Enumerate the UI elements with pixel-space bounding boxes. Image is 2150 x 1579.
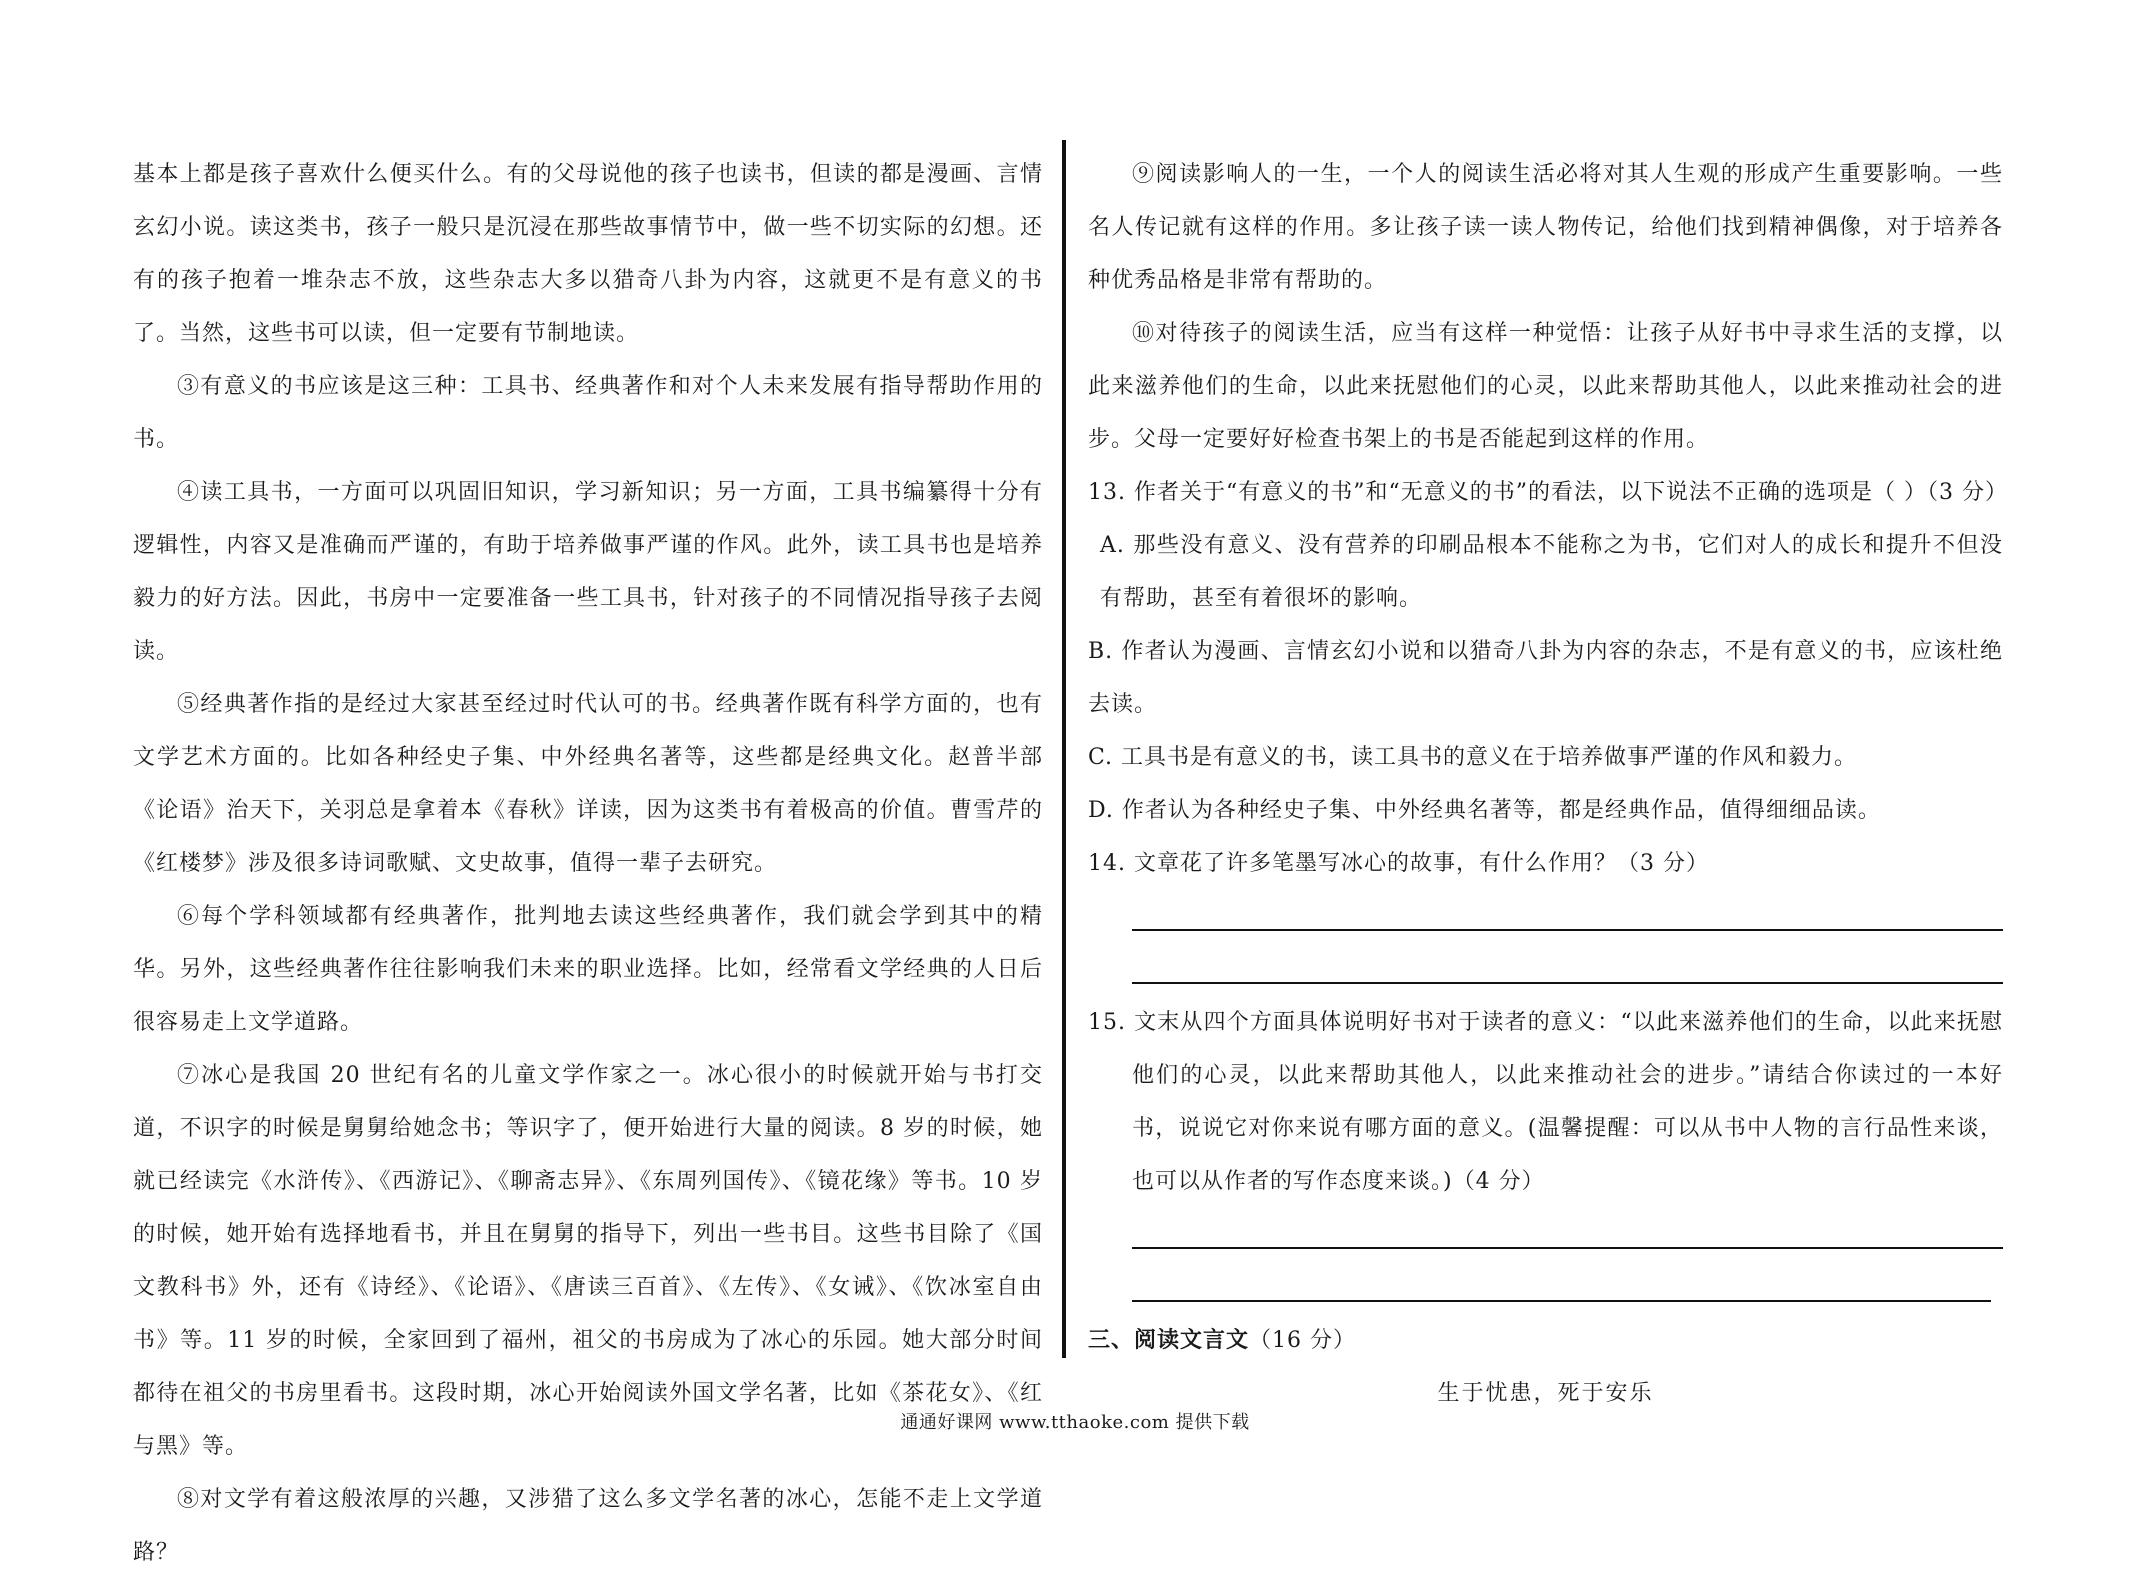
- section-3-heading: [1088, 1314, 2003, 1367]
- column-divider: [1062, 140, 1066, 1358]
- paragraph-8: ⑧对文学有着这般浓厚的兴趣，又涉猎了这么多文学名著的冰心，怎能不走上文学道路？: [133, 1487, 1043, 1565]
- section-3-score: （16 分）: [1249, 1328, 1357, 1353]
- paragraph-5: ⑤经典著作指的是经过大家甚至经过时代认可的书。经典著作既有科学方面的，也有文学艺术方面的。比如各种经史子集、中外经典名著等，这些都是经典文化。赵普半部《论语》治天下，关羽总是拿着本《春秋》详读，因为这类书有着极高的价值。曹雪芹的《红楼梦》涉及很多诗词歌赋、文史故事，值得一辈子去研究。: [133, 692, 1043, 876]
- question-15-stem: 15. 文末从四个方面具体说明好书对于读者的意义：“以此来滋养他们的生命，以此来抚慰他们的心灵，以此来帮助其他人，以此来推动社会的进步。”请结合你读过的一本好书，说说它对你来说有哪方面的意义。(温馨提醒：可以从书中人物的言行品性来谈，也可以从作者的写作态度来谈。)（4 分）: [1088, 1010, 2003, 1194]
- paragraph-10: ⑩对待孩子的阅读生活，应当有这样一种觉悟：让孩子从好书中寻求生活的支撑，以此来滋养他们的生命，以此来抚慰他们的心灵，以此来帮助其他人，以此来推动社会的进步。父母一定要好好检查书架上的书是否能起到这样的作用。: [1088, 321, 2003, 452]
- question-14: [1088, 837, 2003, 996]
- question-15-answer-line-2[interactable]: [1088, 1261, 2003, 1314]
- question-15-answer-line-1[interactable]: [1088, 1208, 2003, 1261]
- paragraph-7: ⑦冰心是我国 20 世纪有名的儿童文学作家之一。冰心很小的时候就开始与书打交道，不识字的时候是舅舅给她念书；等识字了，便开始进行大量的阅读。8 岁的时候，她就已经读完《水浒传》、《西游记》、《聊斋志异》、《东周列国传》、《镜花缘》等书。10 岁的时候，她开始有选择地看书，并且在舅舅的指导下，列出一些书目。这些书目除了《国文教科书》外，还有《诗经》、《论语》、《唐读三百首》、《左传》、《女诫》、《饮冰室自由书》等。11 岁的时候，全家回到了福州，祖父的书房成为了冰心的乐园。她大部分时间都待在祖父的书房里看书。这段时期，冰心开始阅读外国文学名著，比如《茶花女》、《红与黑》等。: [133, 1063, 1043, 1459]
- section-3-title: 三、阅读文言文: [1088, 1327, 1250, 1353]
- question-14-answer-line-2[interactable]: [1088, 943, 2003, 996]
- question-14-stem: 14. 文章花了许多笔墨写冰心的故事，有什么作用？（3 分）: [1088, 851, 1709, 876]
- paragraph-4: ④读工具书，一方面可以巩固旧知识，学习新知识；另一方面，工具书编纂得十分有逻辑性，内容又是准确而严谨的，有助于培养做事严谨的作风。此外，读工具书也是培养毅力的好方法。因此，书房中一定要准备一些工具书，针对孩子的不同情况指导孩子去阅读。: [133, 480, 1043, 664]
- question-13: [1088, 466, 2008, 837]
- right-column: [1088, 148, 2008, 1420]
- question-13-stem: 13. 作者关于“有意义的书”和“无意义的书”的看法，以下说法不正确的选项是（ ）（3 分）: [1088, 480, 2008, 505]
- paragraph-9: ⑨阅读影响人的一生，一个人的阅读生活必将对其人生观的形成产生重要影响。一些名人传记就有这样的作用。多让孩子读一读人物传记，给他们找到精神偶像，对于培养各种优秀品格是非常有帮助的。: [1088, 162, 2003, 293]
- question-13-option-a: A. 那些没有意义、没有营养的印刷品根本不能称之为书，它们对人的成长和提升不但没有帮助，甚至有着很坏的影响。: [1100, 533, 2003, 611]
- question-13-option-d: D. 作者认为各种经史子集、中外经典名著等，都是经典作品，值得细细品读。: [1088, 798, 1881, 823]
- classical-text-title: 生于忧患，死于安乐: [1437, 1381, 1654, 1406]
- paragraph-continued: 基本上都是孩子喜欢什么便买什么。有的父母说他的孩子也读书，但读的都是漫画、言情玄幻小说。读这类书，孩子一般只是沉浸在那些故事情节中，做一些不切实际的幻想。还有的孩子抱着一堆杂志不放，这些杂志大多以猎奇八卦为内容，这就更不是有意义的书了。当然，这些书可以读，但一定要有节制地读。: [133, 162, 1043, 346]
- question-15: [1088, 996, 2003, 1314]
- paragraph-3: ③有意义的书应该是这三种：工具书、经典著作和对个人未来发展有指导帮助作用的书。: [133, 374, 1043, 452]
- question-13-option-c: C. 工具书是有意义的书，读工具书的意义在于培养做事严谨的作风和毅力。: [1088, 745, 1858, 770]
- left-column: [133, 148, 1043, 1579]
- page-footer: 通通好课网 www.tthaoke.com 提供下载: [900, 1412, 1250, 1433]
- question-13-option-b: B. 作者认为漫画、言情玄幻小说和以猎奇八卦为内容的杂志，不是有意义的书，应该杜绝去读。: [1088, 639, 2003, 717]
- paragraph-6: ⑥每个学科领域都有经典著作，批判地去读这些经典著作，我们就会学到其中的精华。另外，这些经典著作往往影响我们未来的职业选择。比如，经常看文学经典的人日后很容易走上文学道路。: [133, 904, 1043, 1035]
- question-14-answer-line-1[interactable]: [1088, 890, 2003, 943]
